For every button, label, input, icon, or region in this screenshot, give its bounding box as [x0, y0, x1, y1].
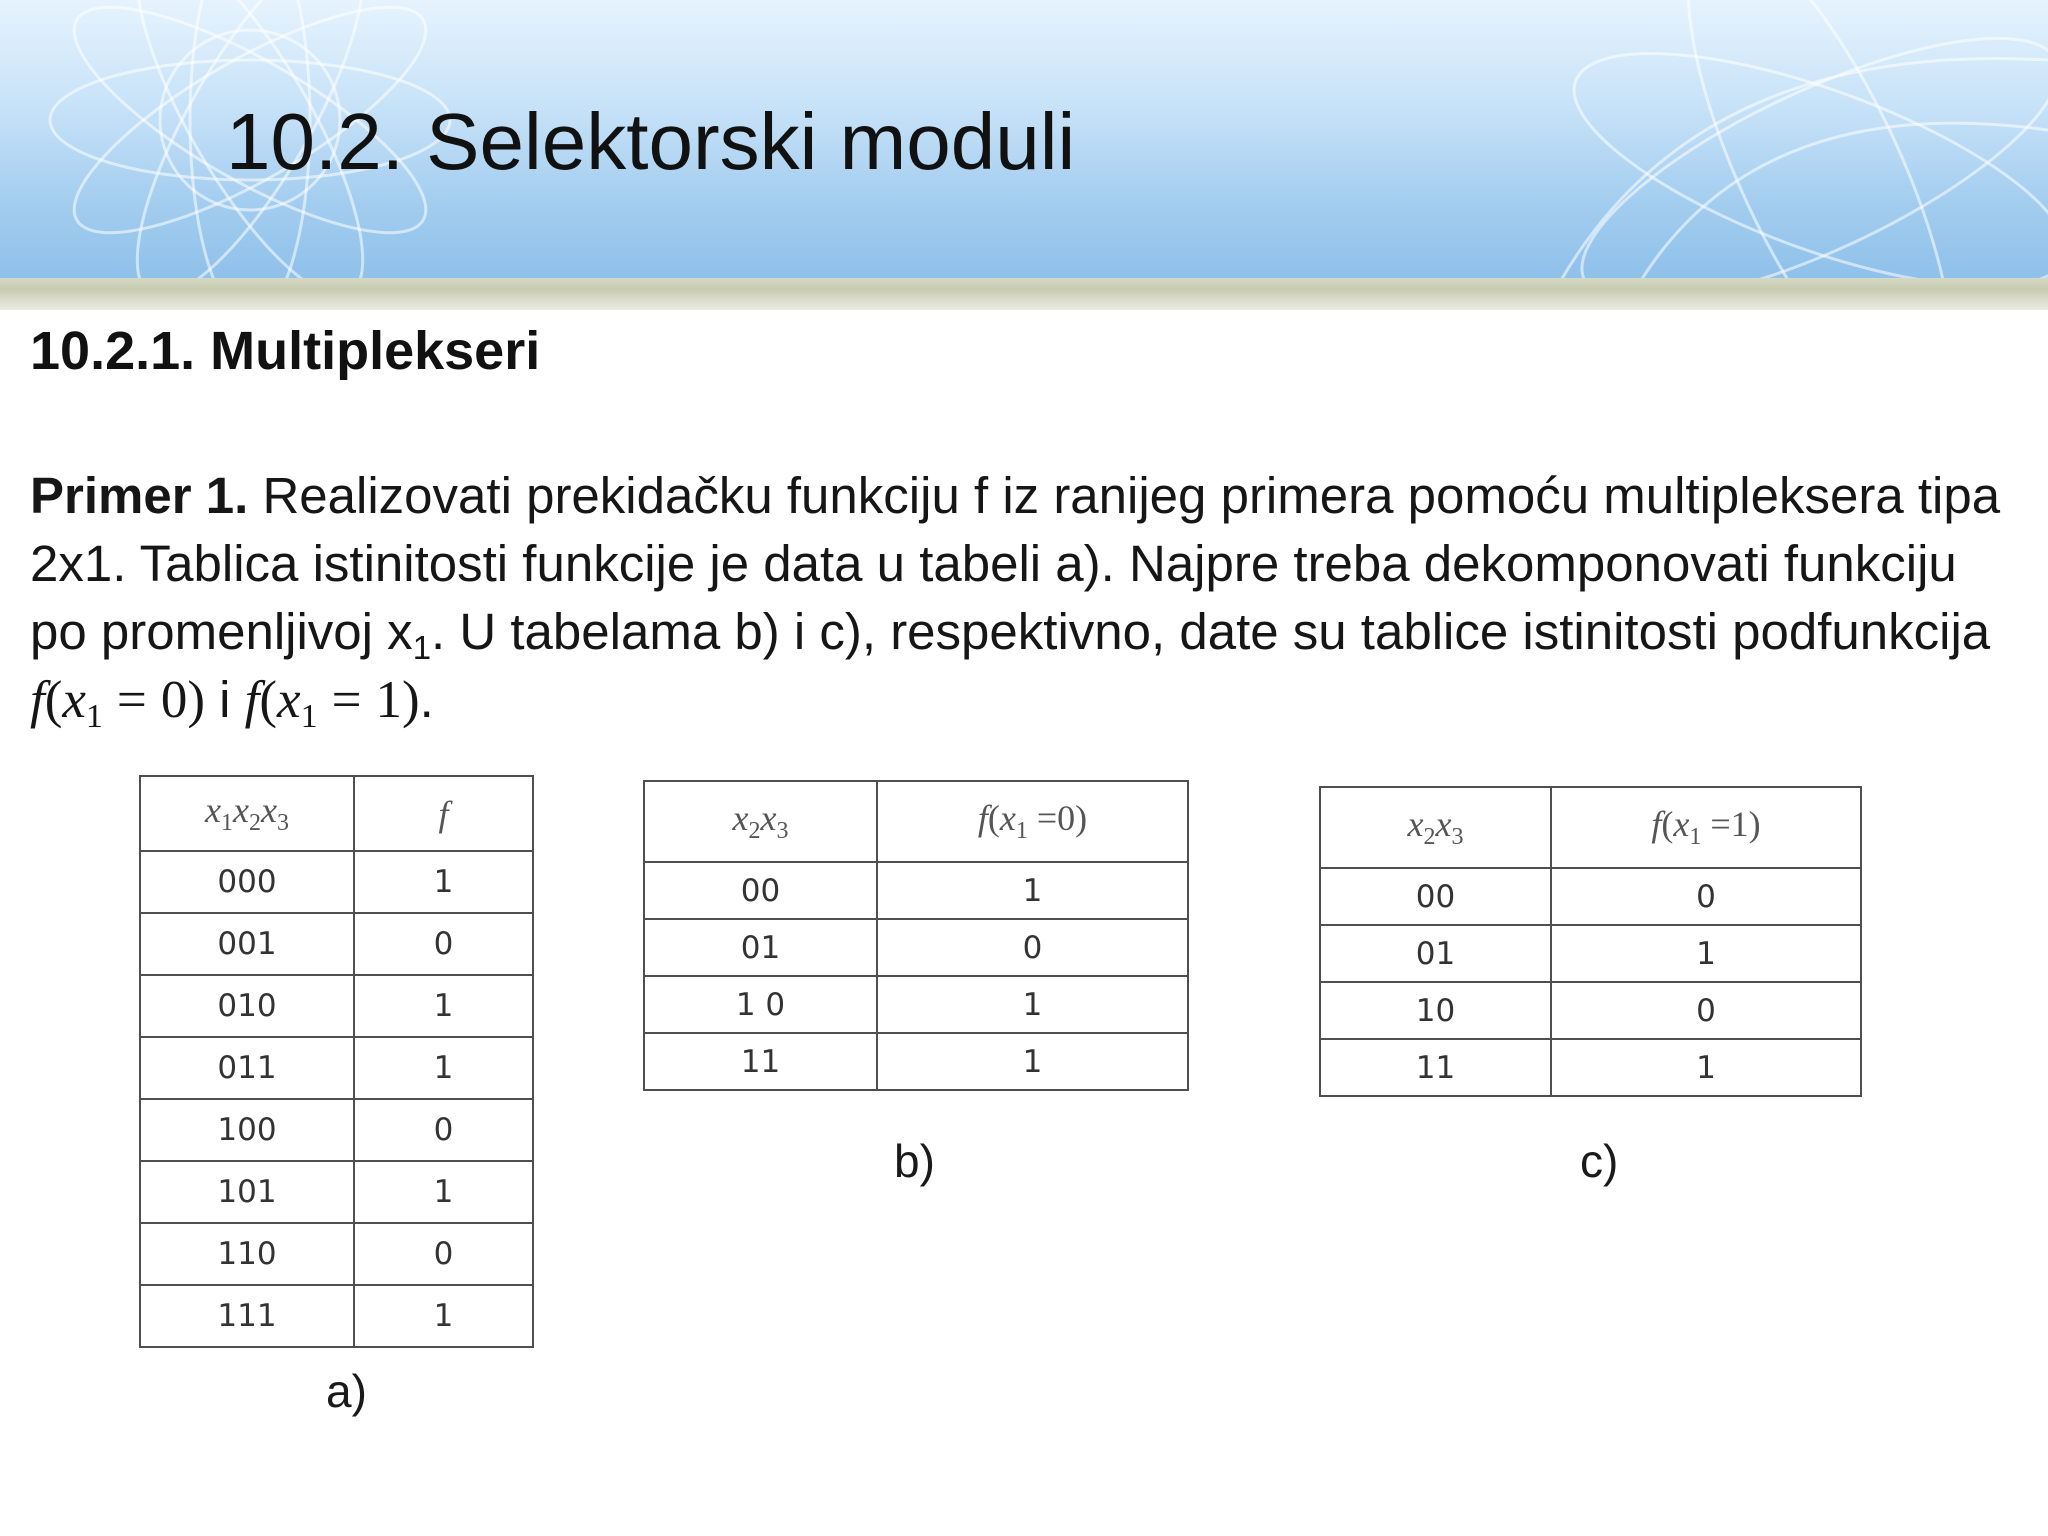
cell-input: 01 — [1320, 925, 1551, 982]
paragraph-text-2: . U tabelama b) i c), respektivno, date su tablice istinitosti podfunkcija — [431, 603, 1991, 660]
cell-input: 001 — [140, 913, 354, 975]
header-separator-stripe — [0, 278, 2048, 310]
cell-output: 1 — [877, 1033, 1188, 1090]
header-f-x1-eq-0: $f(x_1 =0)$ — [877, 781, 1188, 862]
cell-output: 0 — [354, 1223, 533, 1285]
cell-output: 0 — [1551, 868, 1861, 925]
cell-input: 011 — [140, 1037, 354, 1099]
cell-output: 0 — [354, 913, 533, 975]
table-row — [644, 862, 1188, 919]
truth-table-c — [1319, 786, 1862, 1097]
cell-input: 010 — [140, 975, 354, 1037]
header-f: f — [354, 776, 533, 851]
cell-input: 11 — [644, 1033, 877, 1090]
cell-output: 1 — [877, 976, 1188, 1033]
header-x2x3: $x_2x_3$ — [644, 781, 877, 862]
paragraph-text-1: Realizovati prekidačku funkciju f iz ranijeg primera pomoću multipleksera tipa 2x1. Tablica istinitosti funkcije je data u tabeli a). Najpre treba dekomponovati funkciju po promenljivoj x — [30, 467, 2001, 660]
table-header-row — [644, 781, 1188, 862]
table-row — [140, 1285, 533, 1347]
slide-title: 10.2. Selektorski moduli — [226, 97, 1076, 186]
subscript-1: 1 — [412, 629, 432, 666]
cell-input: 11 — [1320, 1039, 1551, 1096]
cell-input: 110 — [140, 1223, 354, 1285]
cell-output: 0 — [1551, 982, 1861, 1039]
header-x2x3: $x_2x_3$ — [1320, 787, 1551, 868]
header-x1x2x3: $x_1x_2x_3$ — [140, 776, 354, 851]
math-f-x1-eq-0: $f(x_1 = 0)$ — [30, 671, 205, 735]
cell-output: 0 — [877, 919, 1188, 976]
table-row — [644, 976, 1188, 1033]
paragraph-text-4: . — [419, 671, 434, 728]
truth-table-b — [643, 780, 1189, 1091]
table-row — [140, 913, 533, 975]
example-label: Primer 1. — [30, 467, 249, 524]
table-row — [140, 1099, 533, 1161]
cell-input: 01 — [644, 919, 877, 976]
table-row — [140, 1161, 533, 1223]
cell-input: 1 0 — [644, 976, 877, 1033]
header-f-x1-eq-1: $f(x_1 =1)$ — [1551, 787, 1861, 868]
table-row — [1320, 925, 1861, 982]
cell-input: 00 — [1320, 868, 1551, 925]
cell-input: 00 — [644, 862, 877, 919]
cell-input: 000 — [140, 851, 354, 913]
math-f-x1-eq-1: $f(x_1 = 1)$ — [244, 671, 420, 735]
table-header-row — [1320, 787, 1861, 868]
paragraph-text-3: i — [204, 671, 245, 728]
table-row — [1320, 868, 1861, 925]
truth-table-a — [139, 775, 534, 1348]
table-row — [140, 1223, 533, 1285]
cell-output: 1 — [354, 851, 533, 913]
example-paragraph — [30, 462, 2020, 734]
table-header-row — [140, 776, 533, 851]
table-row — [140, 1037, 533, 1099]
table-row — [140, 851, 533, 913]
cell-output: 1 — [354, 975, 533, 1037]
table-row — [1320, 982, 1861, 1039]
cell-output: 1 — [354, 1037, 533, 1099]
cell-output: 1 — [877, 862, 1188, 919]
table-row — [644, 1033, 1188, 1090]
cell-input: 100 — [140, 1099, 354, 1161]
table-row — [1320, 1039, 1861, 1096]
cell-output: 0 — [354, 1099, 533, 1161]
cell-output: 1 — [354, 1285, 533, 1347]
caption-b: b) — [894, 1135, 935, 1187]
subsection-heading: 10.2.1. Multiplekseri — [30, 321, 541, 381]
cell-output: 1 — [354, 1161, 533, 1223]
caption-a: a) — [326, 1365, 367, 1417]
table-row — [140, 975, 533, 1037]
caption-c: c) — [1580, 1135, 1619, 1187]
cell-output: 1 — [1551, 1039, 1861, 1096]
cell-input: 101 — [140, 1161, 354, 1223]
cell-input: 10 — [1320, 982, 1551, 1039]
table-row — [644, 919, 1188, 976]
cell-input: 111 — [140, 1285, 354, 1347]
cell-output: 1 — [1551, 925, 1861, 982]
